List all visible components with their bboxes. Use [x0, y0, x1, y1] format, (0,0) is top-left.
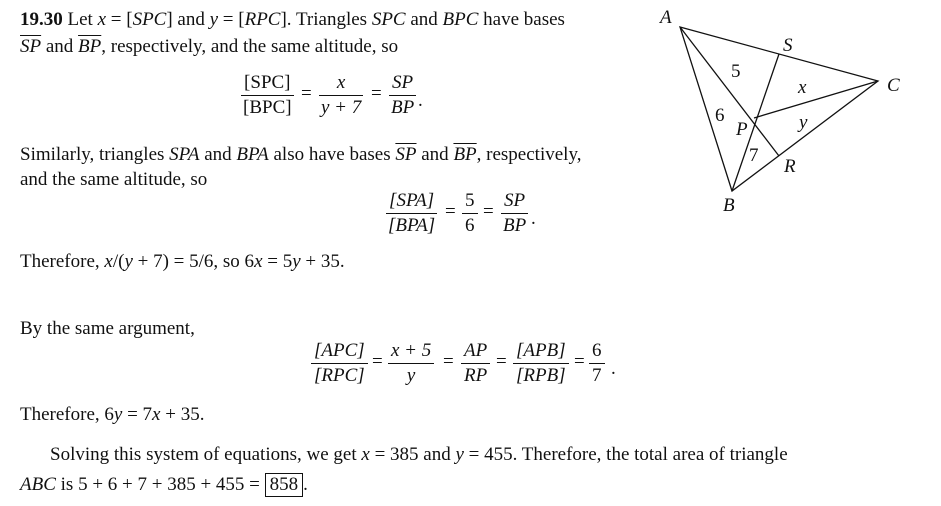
- eq3-period: .: [611, 358, 616, 379]
- eq3-fraction-3: $\frac{AP}{RP}$: [461, 340, 490, 387]
- problem-line-4: and the same altitude, so: [20, 169, 208, 190]
- triangle-diagram: [651, 0, 941, 220]
- eq2-fraction-3: $\frac{SP}{BP}$: [503, 190, 527, 236]
- eq1-equals-1: =: [301, 83, 312, 104]
- area-label-5: 5: [731, 61, 741, 82]
- label-B: B: [723, 195, 735, 216]
- triangle-abc: [680, 27, 878, 191]
- eq3-fraction-5: $\frac{6}{7}$: [589, 340, 605, 387]
- label-R: R: [784, 156, 796, 177]
- eq1-period: .: [418, 90, 423, 111]
- eq2-equals-1: =: [445, 201, 456, 222]
- eq3-equals-4: =: [574, 351, 585, 372]
- eq1-equals-2: =: [371, 83, 382, 104]
- eq3-fraction-4: [APB] [RPB]: [513, 340, 569, 387]
- eq3-equals-2: =: [443, 351, 454, 372]
- area-label-7: 7: [749, 145, 759, 166]
- eq2-equals-2: =: [483, 201, 494, 222]
- problem-line-8: Solving this system of equations, we get x = 385 and y = 455. Therefore, the total area of triangle: [50, 444, 788, 465]
- eq1-fraction-3: $\frac{SP}{BP}$: [391, 72, 415, 118]
- problem-line-2: $\overline{SP}$ and $\overline{BP}$, respectively, and the same altitude, so: [20, 36, 399, 57]
- label-C: C: [887, 75, 900, 96]
- problem-line-7: Therefore, 6y = 7x + 35.: [20, 404, 205, 425]
- area-label-x: x: [798, 77, 807, 98]
- eq2-fraction-2: $\frac{5}{6}$: [462, 190, 478, 237]
- problem-line-1: 19.30 Let x = [SPC] and y = [RPC]. Triangles SPC and BPC have bases: [20, 9, 565, 30]
- answer-box: 858: [265, 473, 304, 497]
- label-A: A: [660, 7, 672, 28]
- eq2-fraction-1: [SPA] [BPA]: [388, 190, 436, 236]
- eq3-equals-1: =: [372, 351, 383, 372]
- problem-line-3: Similarly, triangles SPA and BPA also have bases $\overline{SP}$ and $\overline{BP}$, respectively,: [20, 144, 582, 165]
- problem-line-9: ABC is 5 + 6 + 7 + 385 + 455 = 858 .: [20, 474, 308, 495]
- problem-line-6: By the same argument,: [20, 318, 195, 339]
- area-label-y: y: [799, 112, 808, 133]
- eq1-fraction-2: $\frac{x}{y + 7}$: [318, 72, 364, 119]
- cevian-ar: [680, 27, 779, 156]
- problem-line-5: Therefore, x/(y + 7) = 5/6, so 6x = 5y + 35.: [20, 251, 345, 272]
- area-label-6: 6: [715, 105, 725, 126]
- eq3-fraction-2: $\frac{x + 5}{y}$: [388, 340, 434, 387]
- eq2-period: .: [531, 208, 536, 229]
- eq1-fraction-1: [SPC] [BPC]: [243, 72, 292, 118]
- label-P: P: [736, 119, 748, 140]
- eq3-equals-3: =: [496, 351, 507, 372]
- label-S: S: [783, 35, 793, 56]
- problem-number: 19.30: [20, 9, 63, 30]
- eq3-fraction-1: [APC] [RPC]: [311, 340, 368, 387]
- cevian-pc: [754, 81, 878, 118]
